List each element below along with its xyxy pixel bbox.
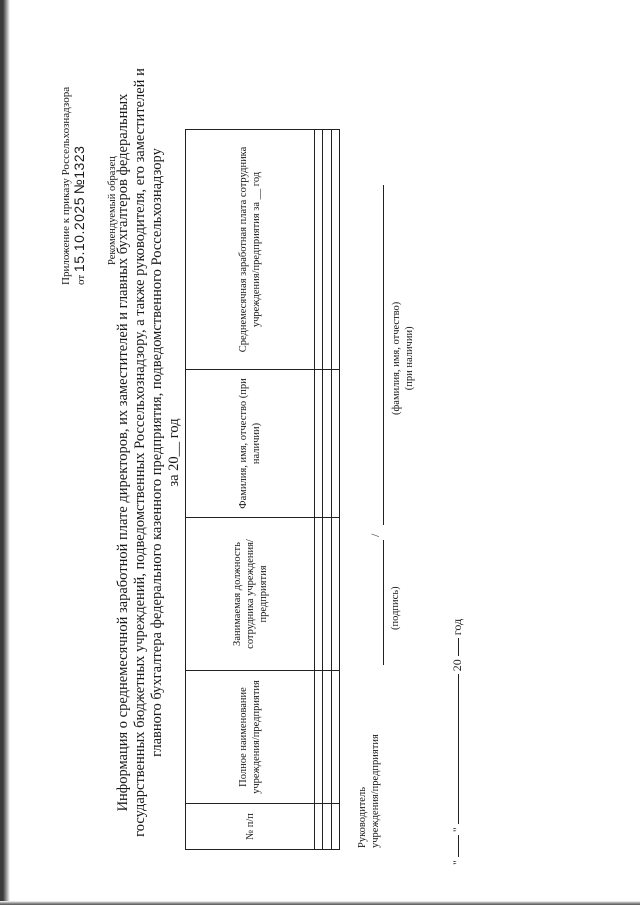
table-cell[interactable] xyxy=(323,130,331,370)
appendix-number: №1323 xyxy=(71,145,87,195)
appendix-date-line xyxy=(73,25,88,285)
header-number: № п/п xyxy=(186,804,315,850)
header-average-salary: Среднемесячная заработная плата сотрудника учреждения/предприятия за __ год xyxy=(186,130,315,370)
title-line: за 20__ год xyxy=(166,418,182,487)
name-caption-line: (при наличии) xyxy=(404,326,415,391)
appendix-note xyxy=(60,25,88,285)
name-caption-line: (фамилия, имя, отчество) xyxy=(391,301,402,415)
name-caption xyxy=(390,302,416,415)
table-cell[interactable] xyxy=(331,804,339,850)
signature-slash: / xyxy=(368,533,382,537)
table-cell[interactable] xyxy=(315,671,323,804)
signer-label-org: учреждения/предприятия xyxy=(370,734,381,848)
table-cell[interactable] xyxy=(331,130,339,370)
date-year-field[interactable] xyxy=(458,638,459,656)
signer-name-field[interactable] xyxy=(383,185,384,525)
date-year-prefix: 20 xyxy=(450,659,464,672)
table-cell[interactable] xyxy=(315,804,323,850)
recommended-sample: Рекомендуемый образец xyxy=(107,156,118,265)
signer-label: Руководитель xyxy=(357,787,368,848)
table-cell[interactable] xyxy=(331,671,339,804)
table-cell[interactable] xyxy=(315,130,323,370)
table-cell[interactable] xyxy=(315,370,323,518)
title-line: Информация о среднемесячной заработной плате директоров, их заместителей и главных бухгалтеров федеральных xyxy=(115,93,131,812)
header-full-name: Фамилия, имя, отчество (при наличии) xyxy=(186,370,315,518)
table-cell[interactable] xyxy=(315,518,323,671)
date-close-quote: " xyxy=(450,827,464,833)
document-title xyxy=(115,10,183,895)
table-header-row xyxy=(186,130,315,850)
title-line: главного бухгалтера федерального казенного предприятия, подведомственного Россельхознадзору xyxy=(149,148,165,757)
date-year-suffix: год xyxy=(450,618,464,636)
signature-field[interactable] xyxy=(383,540,384,665)
date-open-quote: " xyxy=(450,860,464,865)
appendix-line: Приложение к приказу Россельхознадзора xyxy=(60,86,72,285)
table-cell[interactable] xyxy=(331,370,339,518)
date-day-field[interactable] xyxy=(458,835,459,857)
signature-caption: (подпись) xyxy=(390,586,401,630)
title-line: государственных бюджетных учреждений, подведомственных Россельхознадзору, а также руководителя, его заместителей и xyxy=(132,68,148,837)
date-line xyxy=(450,619,465,865)
table-row xyxy=(331,130,339,850)
table-cell[interactable] xyxy=(323,804,331,850)
header-position: Занимаемая должность сотрудника учреждения/предприятия xyxy=(186,518,315,671)
date-month-field[interactable] xyxy=(458,674,459,824)
table-cell[interactable] xyxy=(323,671,331,804)
table-row xyxy=(323,130,331,850)
salary-table xyxy=(185,129,340,850)
table-cell[interactable] xyxy=(323,370,331,518)
table-row xyxy=(315,130,323,850)
appendix-prefix: от xyxy=(75,274,87,285)
appendix-date: 15.10.2025 xyxy=(71,197,87,273)
table-cell[interactable] xyxy=(323,518,331,671)
header-organization: Полное наименование учреждения/предприятия xyxy=(186,671,315,804)
table-cell[interactable] xyxy=(331,518,339,671)
